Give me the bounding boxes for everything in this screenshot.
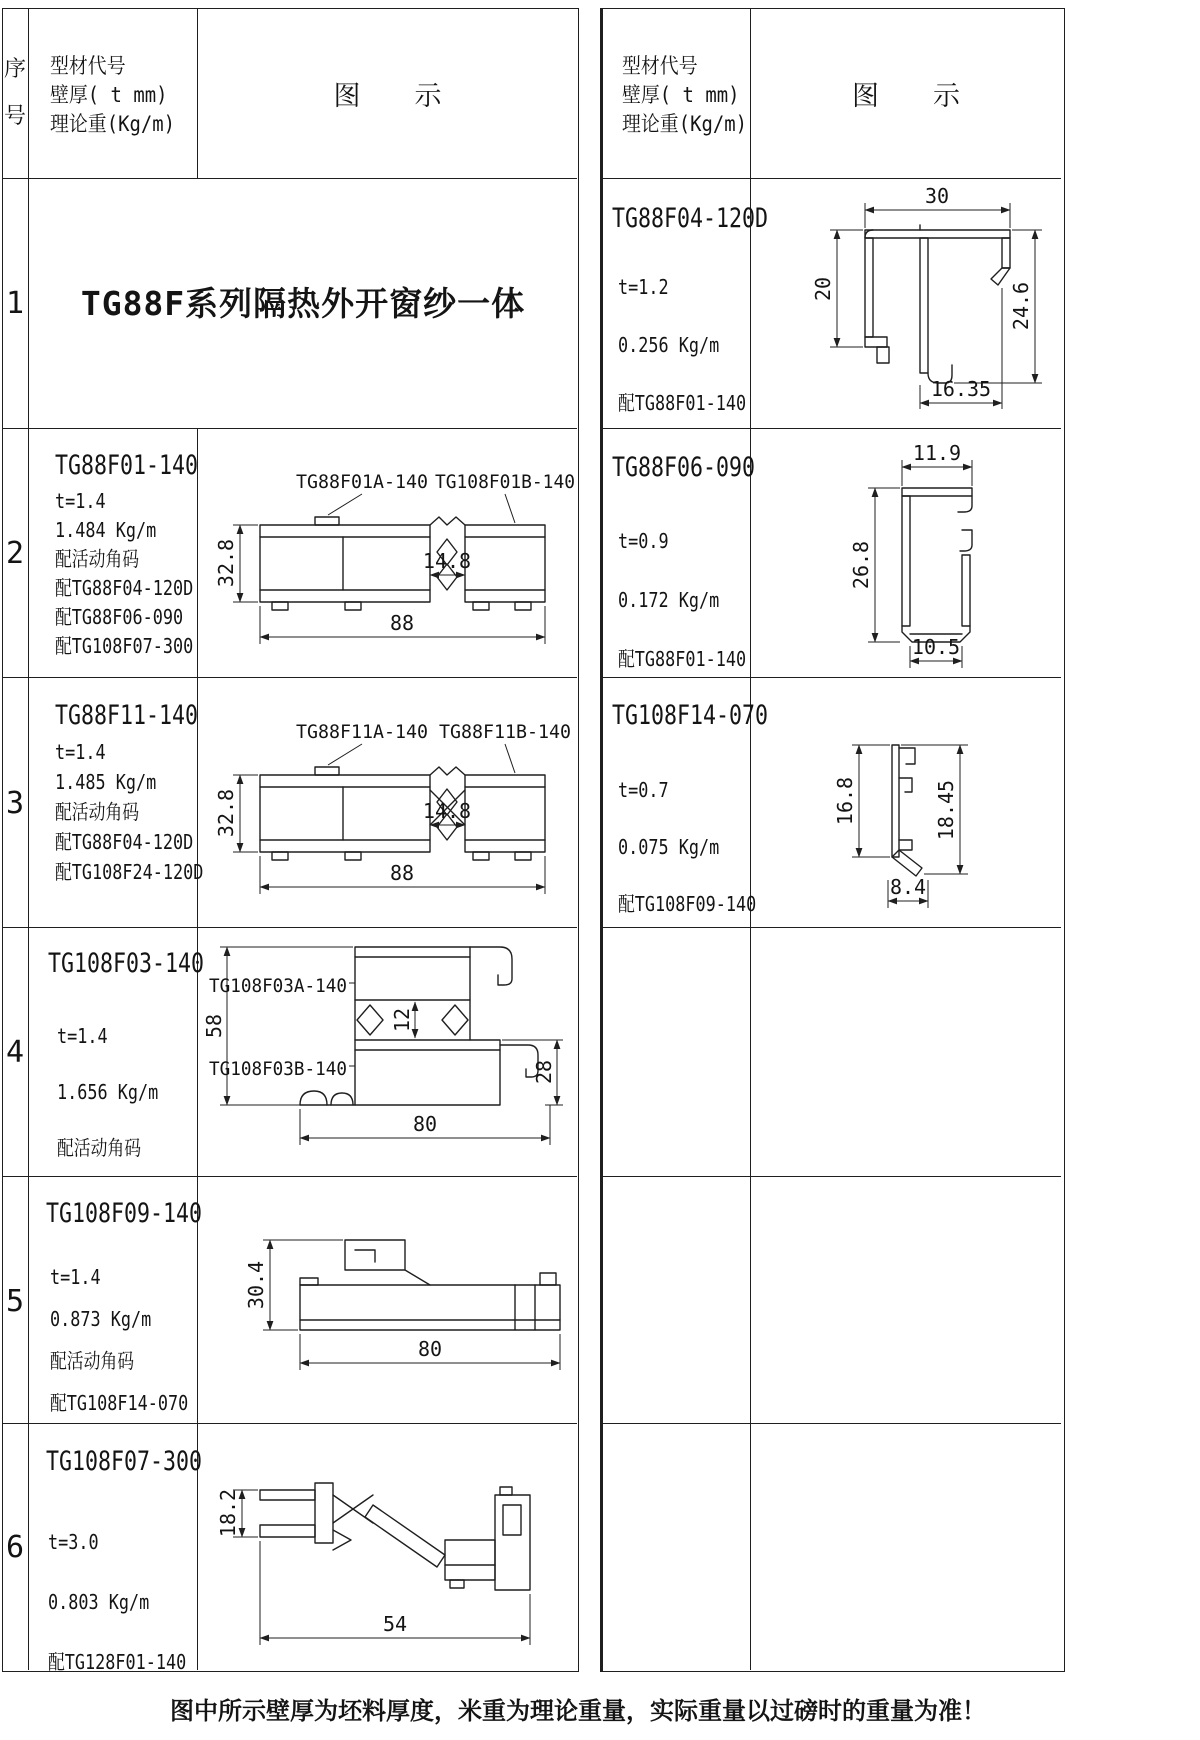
header-info-line: 壁厚( t mm) [622,83,740,107]
spec-line: 1.656 Kg/m [57,1080,159,1104]
profile-outline [865,225,1010,383]
spec-line: 配TG108F07-300 [55,634,194,658]
spec-line: 1.484 Kg/m [55,518,157,542]
part-label-a: TG108F03A-140 [209,975,347,997]
profile-code: TG108F03-140 [48,948,205,979]
spec-line: 0.873 Kg/m [50,1307,152,1331]
dim-height: 18.2 [216,1488,240,1538]
cross-section-diagram-tg88f11 [215,690,570,915]
dim-bottom: 8.4 [889,875,927,899]
dim-width: 80 [417,1337,443,1361]
part-label-b: TG108F01B-140 [435,471,575,493]
spec-line: t=0.9 [618,529,669,553]
cross-section-diagram-tg108f07 [215,1435,575,1660]
dim-width: 88 [389,861,415,885]
dim-right: 28 [532,1059,556,1085]
part-label-b: TG88F11B-140 [439,721,571,743]
spec-line: 配TG88F04-120D [55,830,194,854]
cross-section-diagram-tg108f14 [800,690,1060,920]
profile-outline [300,1240,560,1330]
spec-line: 配TG108F14-070 [50,1391,189,1415]
dim-left: 26.8 [849,540,873,590]
profile-code: TG108F14-070 [612,700,769,731]
grid-line [2,677,577,678]
profile-specs [48,1512,186,1692]
grid-line [2,1176,577,1177]
header-serial-column [2,52,28,130]
part-label-a: TG88F01A-140 [296,471,428,493]
grid-line [2,178,577,179]
header-info-left [50,52,175,139]
dimension-lines [233,1490,530,1645]
dim-right: 24.6 [1009,281,1033,331]
profile-specs [55,487,193,661]
dim-width: 80 [412,1112,438,1136]
spec-line: 配TG128F01-140 [48,1650,187,1674]
dim-mid: 14.8 [422,549,472,573]
serial-number: 6 [5,1530,25,1565]
spec-line: 1.485 Kg/m [55,770,157,794]
part-label-a: TG88F11A-140 [296,721,428,743]
profile-code: TG108F07-300 [46,1446,203,1477]
grid-line [600,1423,1061,1424]
header-diagram-right: 图 示 [852,81,960,112]
dim-mid: 12 [390,1007,414,1033]
dim-right: 18.45 [934,779,958,841]
profile-specs [55,737,203,887]
serial-number: 4 [5,1035,25,1070]
cross-section-diagram-tg88f01 [214,440,575,665]
dim-width: 54 [382,1612,408,1636]
profile-specs [57,1008,158,1176]
spec-line: 配活动角码 [55,547,140,571]
spec-line: t=3.0 [48,1530,99,1554]
profile-code: TG88F11-140 [55,700,199,731]
spec-line: 配活动角码 [55,800,140,824]
spec-line: 0.803 Kg/m [48,1590,150,1614]
spec-line: 配活动角码 [50,1349,135,1373]
profile-outline [300,947,538,1105]
profile-specs [50,1256,188,1424]
spec-line: t=1.4 [55,740,106,764]
profile-outline [260,1483,530,1590]
dim-height: 32.8 [214,538,238,588]
profile-code: TG88F01-140 [55,450,199,481]
dim-mid: 14.8 [422,799,472,823]
spec-line: t=1.2 [618,275,669,299]
dim-height: 30.4 [244,1260,268,1310]
dim-left: 20 [811,276,835,302]
serial-number: 1 [5,286,25,321]
spec-line: 配TG88F06-090 [55,605,184,629]
serial-number: 5 [5,1284,25,1319]
spec-line: t=1.4 [50,1265,101,1289]
dim-left: 16.8 [833,776,857,826]
cross-section-diagram-tg88f06 [790,440,1040,675]
header-info-line: 理论重(Kg/m) [622,112,747,136]
header-diagram-left: 图 示 [333,81,442,112]
cross-section-diagram-tg108f03 [202,935,575,1170]
profile-specs [618,512,746,689]
spec-line: 配活动角码 [57,1136,142,1160]
series-title: TG88F系列隔热外开窗纱一体 [80,284,526,323]
profile-outline [892,745,922,876]
spec-line: t=1.4 [55,489,106,513]
profile-outline [260,517,545,610]
header-info-line: 理论重(Kg/m) [50,112,175,136]
profile-outline [902,488,972,642]
spec-line: 配TG88F04-120D [55,576,194,600]
dim-top: 30 [924,184,950,208]
header-serial-char: 序 [3,57,26,82]
profile-code: TG88F06-090 [612,452,756,483]
serial-number: 2 [5,536,25,571]
dim-height: 32.8 [214,788,238,838]
spec-line: 配TG88F01-140 [618,647,747,671]
spec-line: t=0.7 [618,778,669,802]
spec-line: t=1.4 [57,1024,108,1048]
profile-code: TG88F04-120D [612,203,769,234]
grid-line [600,1176,1061,1177]
spec-line: 配TG108F24-120D [55,860,204,884]
grid-line [2,428,577,429]
cross-section-diagram-tg88f04 [770,185,1060,420]
dim-top: 11.9 [912,441,962,465]
profile-outline [260,767,545,860]
part-label-b: TG108F03B-140 [209,1058,347,1080]
spec-line: 0.256 Kg/m [618,333,720,357]
grid-line [28,8,29,1670]
profile-specs [618,762,756,933]
footnote: 图中所示壁厚为坯料厚度，米重为理论重量，实际重量以过磅时的重量为准！ [170,1697,986,1725]
dim-bottom: 10.5 [911,635,961,659]
spec-line: 配TG88F01-140 [618,391,747,415]
grid-line [600,178,1061,179]
spec-line: 0.172 Kg/m [618,588,720,612]
cross-section-diagram-tg108f09 [215,1190,575,1390]
grid-line [2,927,577,928]
dim-height: 58 [202,1013,226,1039]
header-info-line: 型材代号 [622,54,698,78]
header-info-right [622,52,747,139]
dim-width: 88 [389,611,415,635]
header-info-line: 壁厚( t mm) [50,83,168,107]
header-serial-char: 号 [3,104,26,129]
spec-line: 0.075 Kg/m [618,835,720,859]
spec-line: 配TG108F09-140 [618,892,757,916]
serial-number: 3 [5,786,25,821]
profile-specs [618,258,746,432]
profile-code: TG108F09-140 [46,1198,203,1229]
grid-line [197,428,198,1670]
dim-bottom: 16.35 [930,377,992,401]
header-info-line: 型材代号 [50,54,126,78]
